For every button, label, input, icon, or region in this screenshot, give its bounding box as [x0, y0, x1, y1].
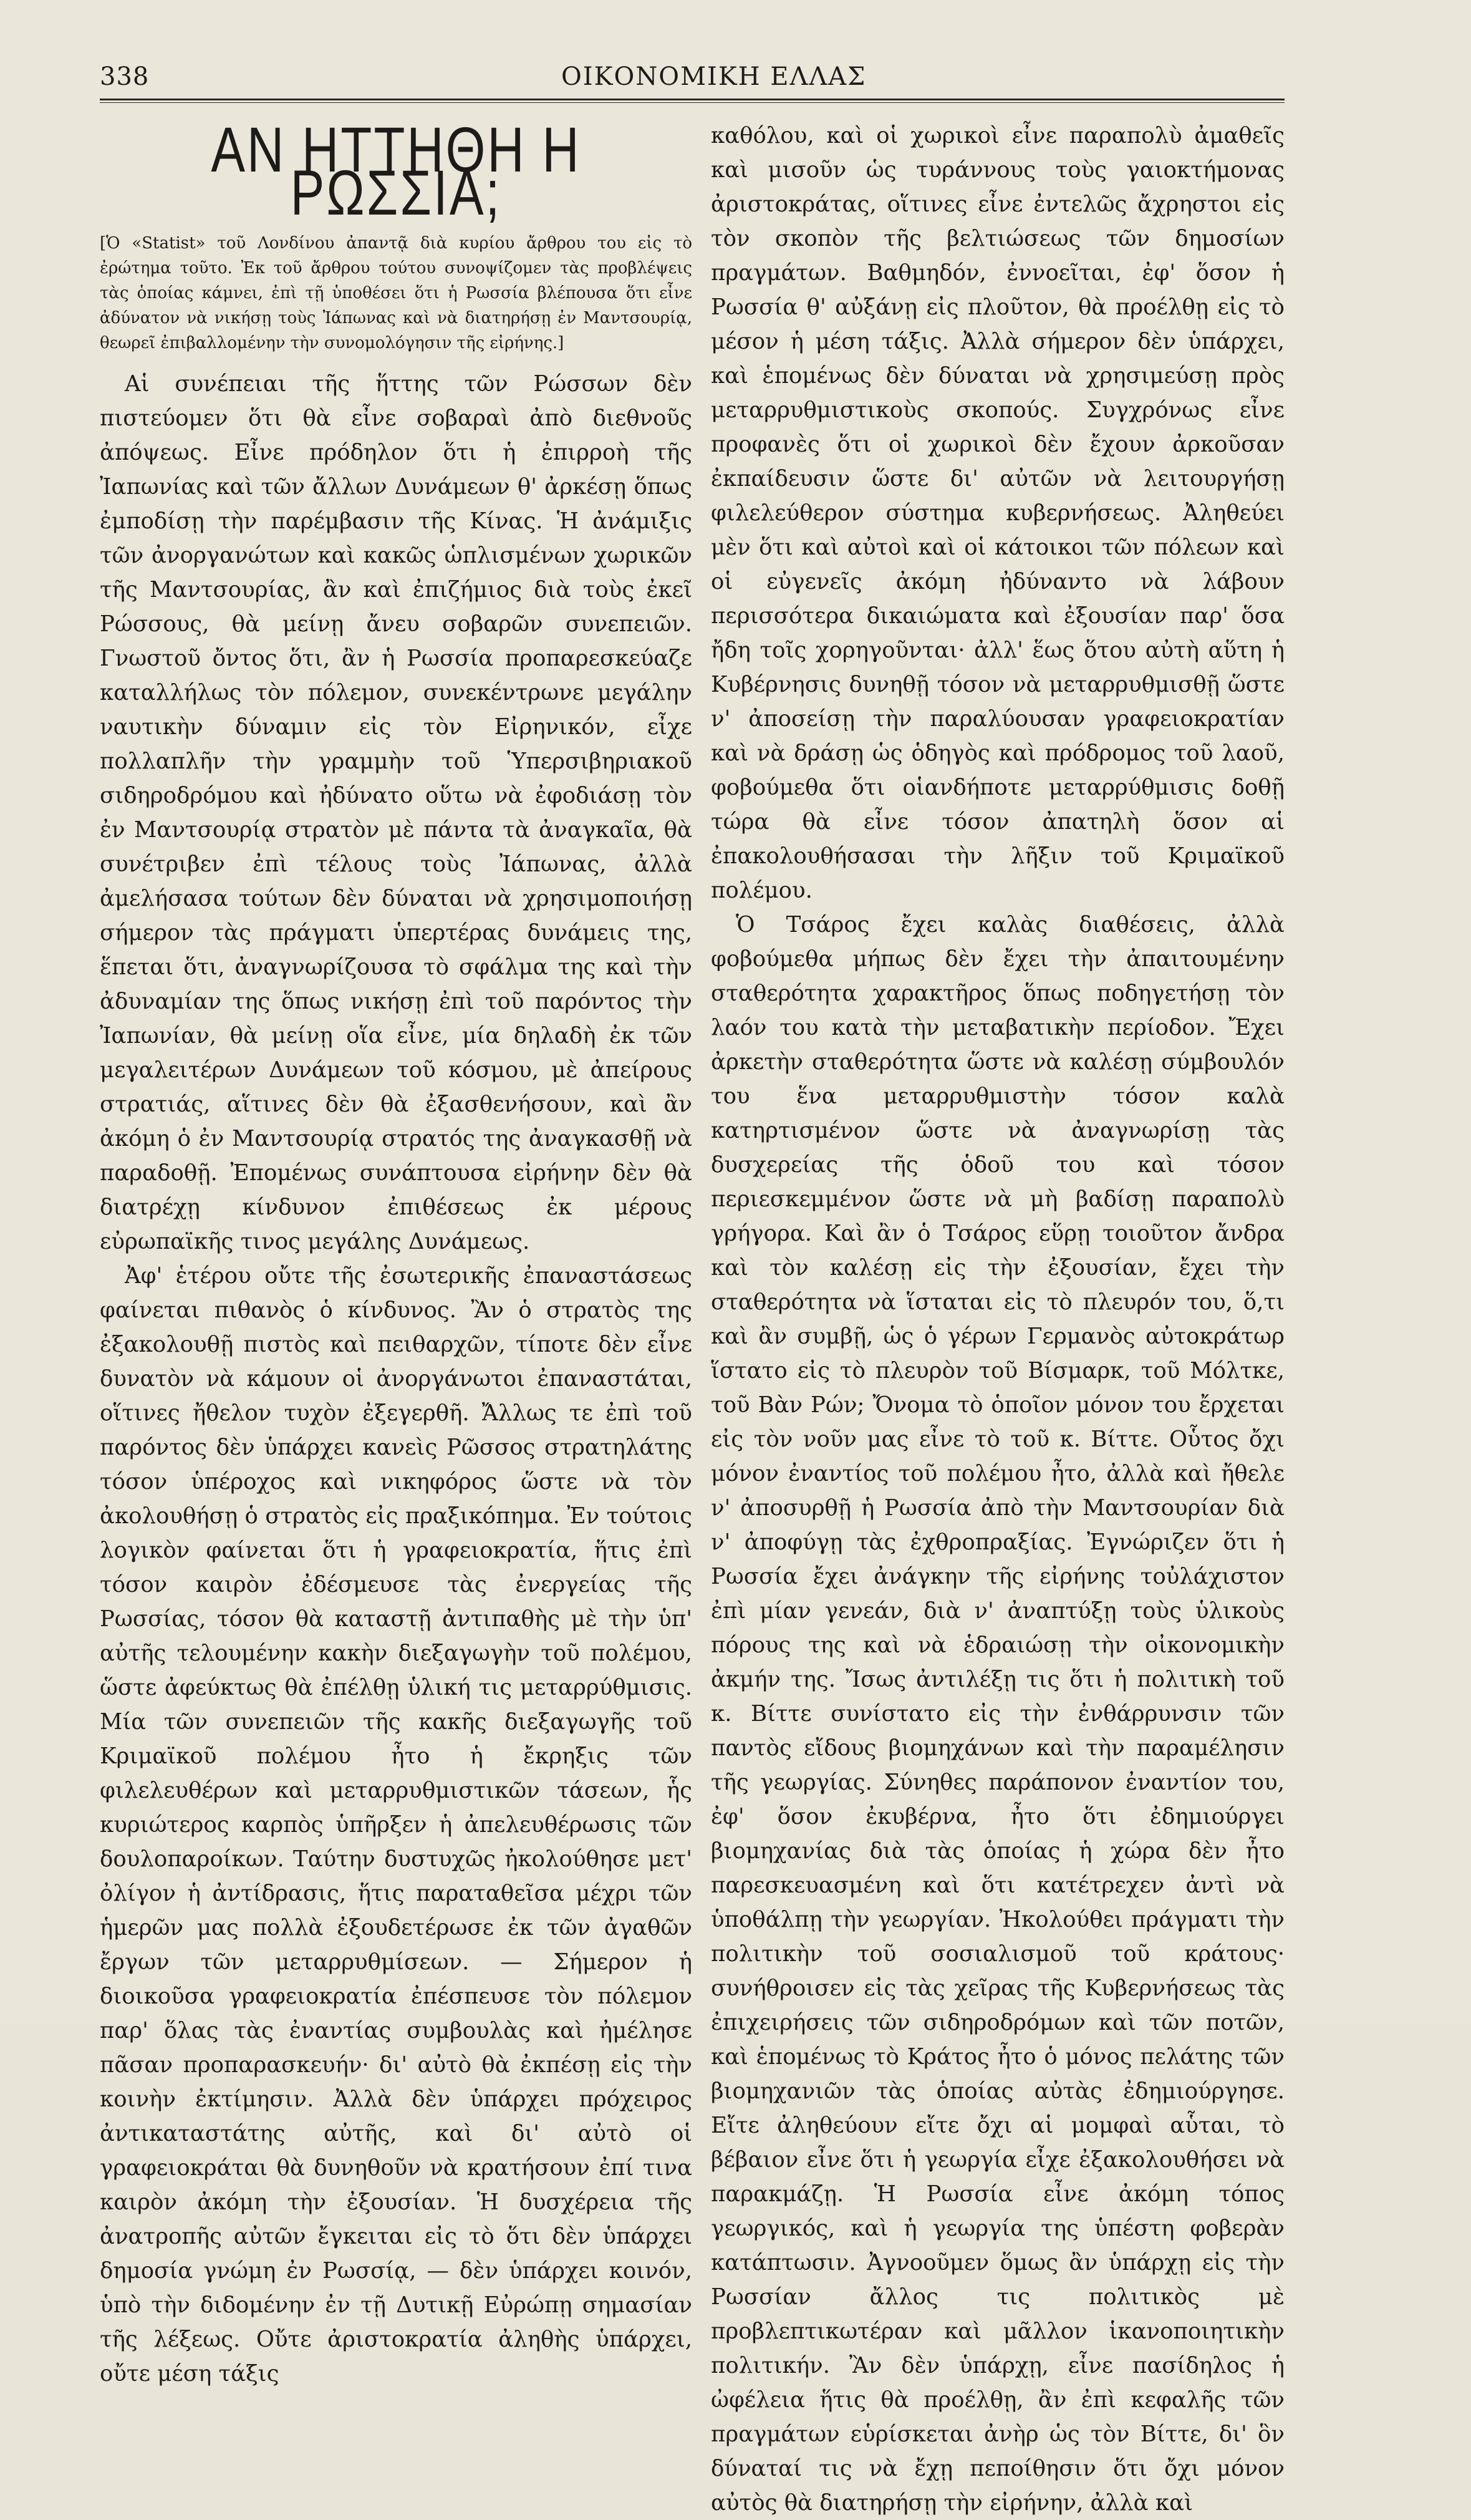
paragraph: Ἀφ' ἑτέρου οὔτε τῆς ἐσωτερικῆς ἐπαναστάσεως φαίνεται πιθανὸς ὁ κίνδυνος. Ἂν ὁ στρατὸς της ἐξακολουθῇ πιστὸς καὶ πειθαρχῶν, τίποτε δὲν εἶνε δυνατὸν νὰ κάμουν οἱ ἀνοργάνωτοι ἐπαναστάται, οἵτινες ἤθελον τυχὸν ἐξεγερθῆ. Ἄλλως τε ἐπὶ τοῦ παρόντος δὲν ὑπάρχει κανεὶς Ρῶσσος στρατηλάτης τόσον ὑπέροχος καὶ νικηφόρος ὥστε νὰ τὸν ἀκολουθήσῃ ὁ στρατὸς εἰς πραξικόπημα. Ἐν τούτοις λογικὸν φαίνεται ὅτι ἡ γραφειοκρατία, ἥτις ἐπὶ τόσον καιρὸν ἐδέσμευσε τὰς ἐνεργείας τῆς Ρωσσίας, τόσον θὰ καταστῇ ἀντιπαθὴς μὲ τὴν ὑπ' αὐτῆς τελουμένην κακὴν διεξαγωγὴν τοῦ πολέμου, ὥστε ἀφεύκτως θὰ ἐπέλθῃ ὑλική τις μεταρρύθμισις. Μία τῶν συνεπειῶν τῆς κακῆς διεξαγωγῆς τοῦ Κριμαϊκοῦ πολέμου ἦτο ἡ ἔκρηξις τῶν φιλελευθέρων καὶ μεταρρυθμιστικῶν τάσεων, ἧς κυριώτερος καρπὸς ὑπῆρξεν ἡ ἀπελευθέρωσις τῶν δουλοπαροίκων. Ταύτην δυστυχῶς ἠκολούθησε μετ' ὀλίγον ἡ ἀντίδρασις, ἥτις παραταθεῖσα μέχρι τῶν ἡμερῶν μας πολλὰ ἐξουδετέρωσε ἐκ τῶν ἀγαθῶν ἔργων τῶν μεταρρυθμίσεων. — Σήμερον ἡ διοικοῦσα γραφειοκρατία ἐπέσπευσε τὸν πόλεμον παρ' ὅλας τὰς ἐναντίας συμβουλὰς καὶ ἠμέλησε πᾶσαν προπαρασκευήν· δι' αὐτὸ θὰ ἐκπέσῃ εἰς τὴν κοινὴν ἐκτίμησιν. Ἀλλὰ δὲν ὑπάρχει πρόχειρος ἀντικαταστάτης αὐτῆς, καὶ δι' αὐτὸ οἱ γραφειοκράται θὰ δυνηθοῦν νὰ κρατήσουν ἐπί τινα καιρὸν ἀκόμη τὴν ἐξουσίαν. Ἡ δυσχέρεια τῆς ἀνατροπῆς αὐτῶν ἔγκειται εἰς τὸ ὅτι δὲν ὑπάρχει δημοσία γνώμη ἐν Ρωσσίᾳ, — δὲν ὑπάρχει κοινόν, ὑπὸ τὴν διδομένην ἐν τῇ Δυτικῇ Εὐρώπῃ σημασίαν τῆς λέξεως. Οὔτε ἀριστοκρατία ἀληθὴς ὑπάρχει, οὔτε μέση τάξις — [100, 1263, 692, 2387]
header-rule — [100, 99, 1285, 100]
paragraph: Αἱ συνέπειαι τῆς ἥττης τῶν Ρώσσων δὲν πιστεύομεν ὅτι θὰ εἶνε σοβαραὶ ἀπὸ διεθνοῦς ἀπόψεως. Εἶνε πρόδηλον ὅτι ἡ ἐπιρροὴ τῆς Ἰαπωνίας καὶ τῶν ἄλλων Δυνάμεων θ' ἀρκέσῃ ὅπως ἐμποδίσῃ τὴν παρέμβασιν τῆς Κίνας. Ἡ ἀνάμιξις τῶν ἀνοργανώτων καὶ κακῶς ὡπλισμένων χωρικῶν τῆς Μαντσουρίας, ἂν καὶ ἐπιζήμιος διὰ τοὺς ἐκεῖ Ρώσσους, θὰ μείνῃ ἄνευ σοβαρῶν συνεπειῶν. Γνωστοῦ ὄντος ὅτι, ἂν ἡ Ρωσσία προπαρεσκεύαζε καταλλήλως τὸν πόλεμον, συνεκέντρωνε μεγάλην ναυτικὴν δύναμιν εἰς τὸν Εἰρηνικόν, εἶχε πολλαπλῆν τὴν γραμμὴν τοῦ Ὑπερσιβηριακοῦ σιδηροδρόμου καὶ ἠδύνατο οὕτω νὰ ἐφοδιάσῃ τὸν ἐν Μαντσουρίᾳ στρατὸν μὲ πάντα τὰ ἀναγκαῖα, θὰ συνέτριβεν ἐπὶ τέλους τοὺς Ἰάπωνας, ἀλλὰ ἀμελήσασα τούτων δὲν δύναται νὰ χρησιμοποιήσῃ σήμερον τὰς πράγματι ὑπερτέρας δυνάμεις της, ἕπεται ὅτι, ἀναγνωρίζουσα τὸ σφάλμα της καὶ τὴν ἀδυναμίαν της ὅπως νικήσῃ ἐπὶ τοῦ παρόντος τὴν Ἰαπωνίαν, θὰ μείνῃ οἵα εἶνε, μία δηλαδὴ ἐκ τῶν μεγαλειτέρων Δυνάμεων τοῦ κόσμου, μὲ ἀπείρους στρατιάς, αἵτινες δὲν θὰ ἐξασθενήσουν, καὶ ἂν ἀκόμη ὁ ἐν Μαντσουρίᾳ στρατός της ἀναγκασθῇ νὰ παραδοθῇ. Ἐπομένως συνάπτουσα εἰρήνην δὲν θὰ διατρέχῃ κίνδυνον ἐπιθέσεως ἐκ μέρους εὐρωπαϊκῆς τινος μεγάλης Δυνάμεως. — [100, 371, 692, 1254]
paragraph: καθόλου, καὶ οἱ χωρικοὶ εἶνε παραπολὺ ἀμαθεῖς καὶ μισοῦν ὡς τυράννους τοὺς γαιοκτήμονας ἀριστοκράτας, οἵτινες εἶνε ἐντελῶς ἄχρηστοι εἰς τὸν σκοπὸν τῆς βελτιώσεως τῶν δημοσίων πραγμάτων. Βαθμηδόν, ἐννοεῖται, ἐφ' ὅσον ἡ Ρωσσία θ' αὐξάνῃ εἰς πλοῦτον, θὰ προέλθῃ εἰς τὸ μέσον ἡ μέση τάξις. Ἀλλὰ σήμερον δὲν ὑπάρχει, καὶ ἑπομένως δὲν δύναται νὰ χρησιμεύσῃ πρὸς μεταρρυθμιστικοὺς σκοπούς. Συγχρόνως εἶνε προφανὲς ὅτι οἱ χωρικοὶ δὲν ἔχουν ἀρκοῦσαν ἐκπαίδευσιν ὥστε δι' αὐτῶν νὰ λειτουργήσῃ φιλελεύθερον σύστημα κυβερνήσεως. Ἀληθεύει μὲν ὅτι καὶ αὐτοὶ καὶ οἱ κάτοικοι τῶν πόλεων καὶ οἱ εὐγενεῖς ἀκόμη ἠδύναντο νὰ λάβουν περισσότερα δικαιώματα καὶ ἐξουσίαν παρ' ὅσα ἤδη τοῖς χορηγοῦνται· ἀλλ' ἕως ὅτου αὐτὴ αὕτη ἡ Κυβέρνησις δυνηθῇ τόσον νὰ μεταρρυθμισθῇ ὥστε ν' ἀποσείσῃ τὴν παραλύουσαν γραφειοκρατίαν καὶ νὰ δράσῃ ὡς ὁδηγὸς καὶ πρόδρομος τοῦ λαοῦ, φοβούμεθα ὅτι οἱανδήποτε μεταρρύθμισις δοθῇ τώρα θὰ εἶνε τόσον ἀπατηλὴ ὅσον αἱ ἐπακολουθήσασαι τὴν λῆξιν τοῦ Κριμαϊκοῦ πολέμου. — [711, 123, 1285, 903]
right-column — [711, 119, 1285, 2520]
left-column — [100, 114, 692, 2391]
running-head: ΟΙΚΟΝΟΜΙΚΗ ΕΛΛΑΣ — [561, 62, 867, 91]
header-rule-thin — [100, 102, 1285, 103]
page-number: 338 — [100, 62, 150, 91]
paragraph: Ὁ Τσάρος ἔχει καλὰς διαθέσεις, ἀλλὰ φοβούμεθα μήπως δὲν ἔχει τὴν ἀπαιτουμένην σταθερότητα χαρακτῆρος ὅπως ποδηγετήσῃ τὸν λαόν του κατὰ τὴν μεταβατικὴν περίοδον. Ἔχει ἀρκετὴν σταθερότητα ὥστε νὰ καλέσῃ σύμβουλόν του ἕνα μεταρρυθμιστὴν τόσον καλὰ κατηρτισμένον ὥστε νὰ ἀναγνωρίσῃ τὰς δυσχερείας τῆς ὁδοῦ του καὶ τόσον περιεσκεμμένον ὥστε νὰ μὴ βαδίσῃ παραπολὺ γρήγορα. Καὶ ἂν ὁ Τσάρος εὕρῃ τοιοῦτον ἄνδρα καὶ τὸν καλέσῃ εἰς τὴν ἐξουσίαν, ἔχει τὴν σταθερότητα νὰ ἵσταται εἰς τὸ πλευρόν του, ὅ,τι καὶ ἂν συμβῇ, ὡς ὁ γέρων Γερμανὸς αὐτοκράτωρ ἵστατο εἰς τὸ πλευρὸν τοῦ Βίσμαρκ, τοῦ Μόλτκε, τοῦ Βὰν Ρών; Ὄνομα τὸ ὁποῖον μόνον του ἔρχεται εἰς τὸν νοῦν μας εἶνε τὸ τοῦ κ. Βίττε. Οὗτος ὄχι μόνον ἐναντίος τοῦ πολέμου ἦτο, ἀλλὰ καὶ ἤθελε ν' ἀποσυρθῇ ἡ Ρωσσία ἀπὸ τὴν Μαντσουρίαν διὰ ν' ἀποφύγῃ τὰς ἐχθροπραξίας. Ἐγνώριζεν ὅτι ἡ Ρωσσία ἔχει ἀνάγκην τῆς εἰρήνης τοὐλάχιστον ἐπὶ μίαν γενεάν, διὰ ν' ἀναπτύξῃ τοὺς ὑλικοὺς πόρους της καὶ νὰ ἑδραιώσῃ τὴν οἰκονομικὴν ἀκμήν της. Ἴσως ἀντιλέξῃ τις ὅτι ἡ πολιτικὴ τοῦ κ. Βίττε συνίστατο εἰς τὴν ἐνθάρρυνσιν τῶν παντὸς εἴδους βιομηχάνων καὶ τὴν παραμέλησιν τῆς γεωργίας. Σύνηθες παράπονον ἐναντίον του, ἐφ' ὅσον ἐκυβέρνα, ἦτο ὅτι ἐδημιούργει βιομηχανίας διὰ τὰς ὁποίας ἡ χώρα δὲν ἦτο παρεσκευασμένη καὶ ὅτι κατέτρεχεν ἀντὶ νὰ ὑποθάλπῃ τὴν γεωργίαν. Ἠκολούθει πράγματι τὴν πολιτικὴν τοῦ σοσιαλισμοῦ τοῦ κράτους· συνήθροισεν εἰς τὰς χεῖρας τῆς Κυβερνήσεως τὰς ἐπιχειρήσεις τῶν σιδηροδρόμων καὶ τῶν ποτῶν, καὶ ἑπομένως τὸ Κράτος ἦτο ὁ μόνος πελάτης τῶν βιομηχανιῶν τὰς ὁποίας αὐτὰς ἐδημιούργησε. Εἴτε ἀληθεύουν εἴτε ὄχι αἱ μομφαὶ αὗται, τὸ βέβαιον εἶνε ὅτι ἡ γεωργία εἶχε ἐξακολουθήσει νὰ παρακμάζῃ. Ἡ Ρωσσία εἶνε ἀκόμη τόπος γεωργικός, καὶ ἡ γεωργία της ὑπέστη φοβερὰν κατάπτωσιν. Ἀγνοοῦμεν ὅμως ἂν ὑπάρχῃ εἰς τὴν Ρωσσίαν ἄλλος τις πολιτικὸς μὲ προβλεπτικωτέραν καὶ μᾶλλον ἱκανοποιητικὴν πολιτικήν. Ἂν δὲν ὑπάρχῃ, εἶνε πασίδηλος ἡ ὠφέλεια ἥτις θὰ προέλθῃ, ἂν ἐπὶ κεφαλῆς τῶν πραγμάτων εὑρίσκεται ἀνὴρ ὡς τὸν Βίττε, δι' ὃν δύναταί τις νὰ ἔχῃ πεποίθησιν ὅτι ὄχι μόνον αὐτὸς θὰ διατηρήσῃ τὴν εἰρήνην, ἀλλὰ καὶ — [711, 912, 1285, 2516]
article-title: ΑΝ ΗΤΤΗΘΗ Η ΡΩΣΣΙΑ; — [211, 114, 581, 229]
editorial-intro: [Ὁ «Statist» τοῦ Λονδίνου ἀπαντᾷ διὰ κυρίου ἄρθρου του εἰς τὸ ἐρώτημα τοῦτο. Ἐκ τοῦ ἄρθρου τούτου συνοψίζομεν τὰς προβλέψεις τὰς ὁποίας κάμνει, ἐπὶ τῇ ὑποθέσει ὅτι ἡ Ρωσσία βλέπουσα ὅτι εἶνε ἀδύνατον νὰ νικήσῃ τοὺς Ἰάπωνας καὶ νὰ διατηρήσῃ ἐν Μαντσουρίᾳ, θεωρεῖ ἐπιβαλλομένην τὴν συνομολόγησιν τῆς εἰρήνης.] — [100, 234, 692, 352]
